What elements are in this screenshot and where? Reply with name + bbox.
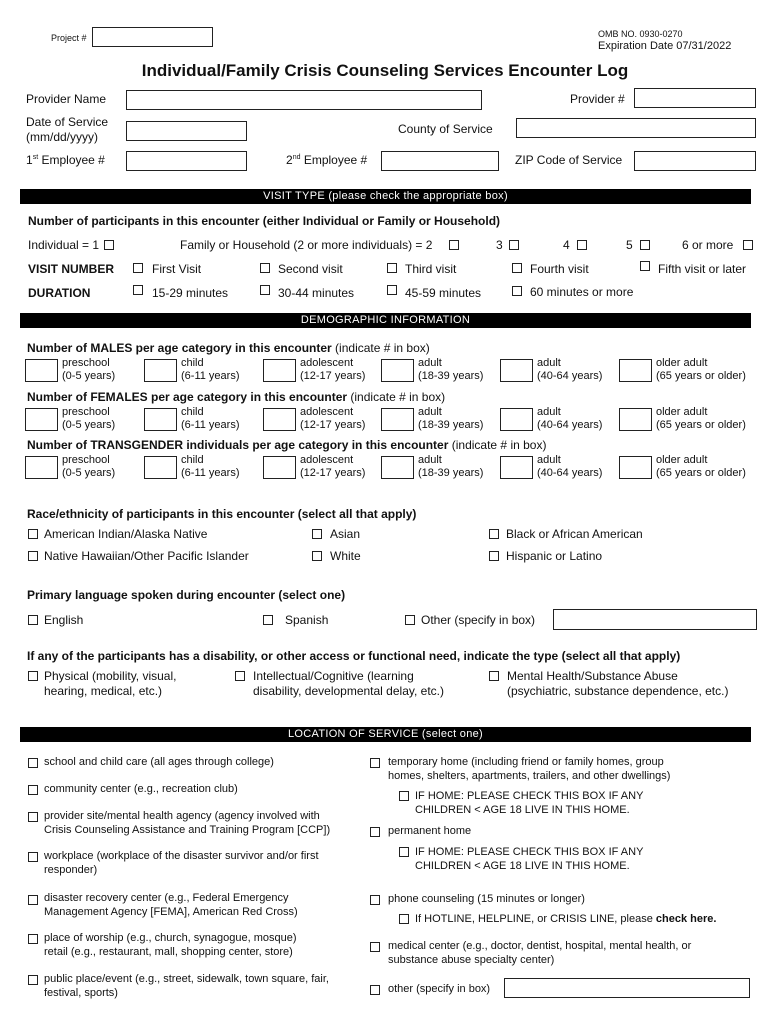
language-other-label: Other (specify in box) bbox=[421, 613, 536, 627]
third-visit-label: Third visit bbox=[405, 262, 457, 276]
females-age-input-4[interactable] bbox=[381, 408, 414, 431]
location-school-label: school and child care (all ages through college) bbox=[44, 756, 274, 768]
females-age-label-5: adult (40-64 years) bbox=[537, 406, 603, 431]
males-heading: Number of MALES per age category in this encounter (indicate # in box) bbox=[27, 341, 430, 355]
males-age-label-1: preschool (0-5 years) bbox=[62, 357, 116, 382]
race-black-checkbox[interactable] bbox=[489, 529, 499, 539]
three-checkbox[interactable] bbox=[509, 240, 519, 250]
transgender-age-input-3[interactable] bbox=[263, 456, 296, 479]
zip-input[interactable] bbox=[634, 151, 756, 171]
provider-name-label: Provider Name bbox=[26, 92, 107, 106]
five-label: 5 bbox=[626, 238, 633, 252]
transgender-age-label-1: preschool (0-5 years) bbox=[62, 454, 116, 479]
location-worship-checkbox[interactable] bbox=[28, 934, 38, 944]
females-heading: Number of FEMALES per age category in this encounter (indicate # in box) bbox=[27, 390, 446, 404]
males-age-input-5[interactable] bbox=[500, 359, 533, 382]
location-school-checkbox[interactable] bbox=[28, 758, 38, 768]
temporary-home-children-checkbox[interactable] bbox=[399, 791, 409, 801]
provider-number-input[interactable] bbox=[634, 88, 756, 108]
first-visit-checkbox[interactable] bbox=[133, 263, 143, 273]
first-employee-input[interactable] bbox=[126, 151, 247, 171]
males-age-label-6: older adult (65 years or older) bbox=[656, 357, 746, 382]
third-visit-checkbox[interactable] bbox=[387, 263, 397, 273]
duration-60-label: 60 minutes or more bbox=[530, 285, 634, 299]
provider-name-input[interactable] bbox=[126, 90, 482, 110]
language-spanish-label: Spanish bbox=[285, 613, 329, 627]
date-of-service-input[interactable] bbox=[126, 121, 247, 141]
race-white-label: White bbox=[330, 549, 361, 563]
location-permanent-home-checkbox[interactable] bbox=[370, 827, 380, 837]
duration-30-checkbox[interactable] bbox=[260, 285, 270, 295]
location-workplace-checkbox[interactable] bbox=[28, 852, 38, 862]
fourth-visit-label: Fourth visit bbox=[530, 262, 589, 276]
females-age-input-6[interactable] bbox=[619, 408, 652, 431]
duration-15-checkbox[interactable] bbox=[133, 285, 143, 295]
transgender-age-input-4[interactable] bbox=[381, 456, 414, 479]
location-medical-label: medical center (e.g., doctor, dentist, hospital, mental health, or substance abuse specialty center) bbox=[388, 940, 692, 966]
language-other-checkbox[interactable] bbox=[405, 615, 415, 625]
transgender-age-label-2: child (6-11 years) bbox=[181, 454, 240, 479]
location-phone-checkbox[interactable] bbox=[370, 895, 380, 905]
permanent-home-children-checkbox[interactable] bbox=[399, 847, 409, 857]
location-other-checkbox[interactable] bbox=[370, 985, 380, 995]
provider-number-label: Provider # bbox=[570, 92, 625, 106]
omb-number: OMB NO. 0930-0270 bbox=[598, 29, 683, 39]
females-age-input-3[interactable] bbox=[263, 408, 296, 431]
race-pacific-islander-label: Native Hawaiian/Other Pacific Islander bbox=[44, 549, 249, 563]
transgender-age-label-4: adult (18-39 years) bbox=[418, 454, 484, 479]
date-of-service-label: Date of Service bbox=[26, 115, 109, 129]
duration-45-label: 45-59 minutes bbox=[405, 286, 482, 300]
location-public-label: public place/event (e.g., street, sidewalk, town square, fair, festival, sports) bbox=[44, 973, 329, 999]
race-pacific-islander-checkbox[interactable] bbox=[28, 551, 38, 561]
transgender-age-input-5[interactable] bbox=[500, 456, 533, 479]
disability-physical-label: Physical (mobility, visual, hearing, medical, etc.) bbox=[44, 669, 177, 698]
location-drc-label: disaster recovery center (e.g., Federal Emergency Management Agency [FEMA], American Red Cross) bbox=[44, 892, 298, 918]
females-age-label-4: adult (18-39 years) bbox=[418, 406, 484, 431]
duration-30-label: 30-44 minutes bbox=[278, 286, 355, 300]
males-age-input-1[interactable] bbox=[25, 359, 58, 382]
second-visit-label: Second visit bbox=[278, 262, 343, 276]
family-label: Family or Household (2 or more individuals) = 2 bbox=[180, 238, 433, 252]
females-age-label-6: older adult (65 years or older) bbox=[656, 406, 746, 431]
race-hispanic-label: Hispanic or Latino bbox=[506, 549, 603, 563]
males-age-label-2: child (6-11 years) bbox=[181, 357, 240, 382]
hotline-label: If HOTLINE, HELPLINE, or CRISIS LINE, please check here. bbox=[415, 913, 717, 925]
race-american-indian-label: American Indian/Alaska Native bbox=[44, 527, 208, 541]
fifth-visit-label: Fifth visit or later bbox=[658, 262, 747, 276]
visit-type-header: VISIT TYPE (please check the appropriate box) bbox=[20, 189, 751, 204]
hotline-checkbox[interactable] bbox=[399, 914, 409, 924]
race-hispanic-checkbox[interactable] bbox=[489, 551, 499, 561]
race-asian-label: Asian bbox=[330, 527, 361, 541]
location-permanent-home-label: permanent home bbox=[388, 825, 472, 837]
transgender-heading: Number of TRANSGENDER individuals per age category in this encounter (indicate # in box) bbox=[27, 438, 547, 452]
location-public-checkbox[interactable] bbox=[28, 975, 38, 985]
language-heading: Primary language spoken during encounter (select one) bbox=[27, 588, 346, 602]
county-input[interactable] bbox=[516, 118, 756, 138]
location-workplace-label: workplace (workplace of the disaster survivor and/or first responder) bbox=[44, 850, 319, 876]
transgender-age-input-1[interactable] bbox=[25, 456, 58, 479]
location-medical-checkbox[interactable] bbox=[370, 942, 380, 952]
disability-mental-health-checkbox[interactable] bbox=[489, 671, 499, 681]
males-age-input-4[interactable] bbox=[381, 359, 414, 382]
demographic-header: DEMOGRAPHIC INFORMATION bbox=[20, 313, 751, 328]
females-age-input-5[interactable] bbox=[500, 408, 533, 431]
males-age-label-5: adult (40-64 years) bbox=[537, 357, 603, 382]
males-age-input-2[interactable] bbox=[144, 359, 177, 382]
five-checkbox[interactable] bbox=[640, 240, 650, 250]
females-age-label-2: child (6-11 years) bbox=[181, 406, 240, 431]
race-black-label: Black or African American bbox=[506, 527, 643, 541]
county-label: County of Service bbox=[398, 122, 493, 136]
individual-label: Individual = 1 bbox=[28, 238, 100, 252]
males-age-input-3[interactable] bbox=[263, 359, 296, 382]
males-age-input-6[interactable] bbox=[619, 359, 652, 382]
females-age-input-1[interactable] bbox=[25, 408, 58, 431]
family-checkbox[interactable] bbox=[449, 240, 459, 250]
disability-heading: If any of the participants has a disability, or other access or functional need, indicate the type (select all that apply) bbox=[27, 649, 681, 663]
transgender-age-input-6[interactable] bbox=[619, 456, 652, 479]
location-phone-label: phone counseling (15 minutes or longer) bbox=[388, 893, 585, 905]
location-temporary-home-label: temporary home (including friend or family homes, group homes, shelters, apartments, trailers, and other dwellings) bbox=[388, 756, 671, 782]
project-label: Project # bbox=[51, 33, 87, 43]
three-label: 3 bbox=[496, 238, 503, 252]
location-other-input[interactable] bbox=[504, 978, 750, 998]
females-age-label-3: adolescent (12-17 years) bbox=[300, 406, 366, 431]
race-american-indian-checkbox[interactable] bbox=[28, 529, 38, 539]
language-other-input[interactable] bbox=[553, 609, 757, 630]
duration-15-label: 15-29 minutes bbox=[152, 286, 229, 300]
males-age-label-3: adolescent (12-17 years) bbox=[300, 357, 366, 382]
four-label: 4 bbox=[563, 238, 570, 252]
language-english-checkbox[interactable] bbox=[28, 615, 38, 625]
participants-heading: Number of participants in this encounter (either Individual or Family or Household) bbox=[28, 214, 501, 228]
second-employee-input[interactable] bbox=[381, 151, 499, 171]
page-title: Individual/Family Crisis Counseling Services Encounter Log bbox=[141, 61, 629, 80]
fifth-visit-checkbox[interactable] bbox=[640, 261, 650, 271]
language-spanish-checkbox[interactable] bbox=[263, 615, 273, 625]
location-temporary-home-checkbox[interactable] bbox=[370, 758, 380, 768]
transgender-age-label-6: older adult (65 years or older) bbox=[656, 454, 746, 479]
females-age-label-1: preschool (0-5 years) bbox=[62, 406, 116, 431]
permanent-home-children-label: IF HOME: PLEASE CHECK THIS BOX IF ANY CHILDREN < AGE 18 LIVE IN THIS HOME. bbox=[415, 846, 644, 872]
four-checkbox[interactable] bbox=[577, 240, 587, 250]
transgender-age-label-5: adult (40-64 years) bbox=[537, 454, 603, 479]
location-header: LOCATION OF SERVICE (select one) bbox=[20, 727, 751, 742]
duration-45-checkbox[interactable] bbox=[387, 285, 397, 295]
transgender-age-input-2[interactable] bbox=[144, 456, 177, 479]
males-age-label-4: adult (18-39 years) bbox=[418, 357, 484, 382]
zip-label: ZIP Code of Service bbox=[515, 153, 623, 167]
location-drc-checkbox[interactable] bbox=[28, 895, 38, 905]
first-employee-label: 1st Employee # bbox=[26, 153, 105, 167]
location-worship-label: place of worship (e.g., church, synagogue, mosque) retail (e.g., restaurant, mall, shopping center, store) bbox=[44, 932, 297, 958]
race-asian-checkbox[interactable] bbox=[312, 529, 322, 539]
disability-intellectual-label: Intellectual/Cognitive (learning disability, developmental delay, etc.) bbox=[253, 669, 444, 698]
transgender-age-label-3: adolescent (12-17 years) bbox=[300, 454, 366, 479]
location-provider-checkbox[interactable] bbox=[28, 812, 38, 822]
six-or-more-checkbox[interactable] bbox=[743, 240, 753, 250]
fourth-visit-checkbox[interactable] bbox=[512, 263, 522, 273]
visit-number-label: VISIT NUMBER bbox=[28, 262, 115, 276]
females-age-input-2[interactable] bbox=[144, 408, 177, 431]
project-input[interactable] bbox=[92, 27, 213, 47]
race-white-checkbox[interactable] bbox=[312, 551, 322, 561]
location-provider-label: provider site/mental health agency (agency involved with Crisis Counseling Assistance and Training Program [CCP]) bbox=[44, 810, 331, 836]
disability-physical-checkbox[interactable] bbox=[28, 671, 38, 681]
location-community-checkbox[interactable] bbox=[28, 785, 38, 795]
disability-intellectual-checkbox[interactable] bbox=[235, 671, 245, 681]
location-community-label: community center (e.g., recreation club) bbox=[44, 783, 238, 795]
date-format-label: (mm/dd/yyyy) bbox=[26, 130, 98, 144]
second-employee-label: 2nd Employee # bbox=[286, 153, 368, 167]
disability-mental-health-label: Mental Health/Substance Abuse (psychiatric, substance dependence, etc.) bbox=[507, 669, 729, 698]
expiration-date: Expiration Date 07/31/2022 bbox=[598, 40, 732, 52]
race-heading: Race/ethnicity of participants in this encounter (select all that apply) bbox=[27, 507, 417, 521]
second-visit-checkbox[interactable] bbox=[260, 263, 270, 273]
duration-60-checkbox[interactable] bbox=[512, 286, 522, 296]
temporary-home-children-label: IF HOME: PLEASE CHECK THIS BOX IF ANY CHILDREN < AGE 18 LIVE IN THIS HOME. bbox=[415, 790, 644, 816]
six-or-more-label: 6 or more bbox=[682, 238, 734, 252]
duration-label: DURATION bbox=[28, 286, 91, 300]
language-english-label: English bbox=[44, 613, 84, 627]
individual-checkbox[interactable] bbox=[104, 240, 114, 250]
location-other-label: other (specify in box) bbox=[388, 983, 491, 995]
first-visit-label: First Visit bbox=[152, 262, 202, 276]
